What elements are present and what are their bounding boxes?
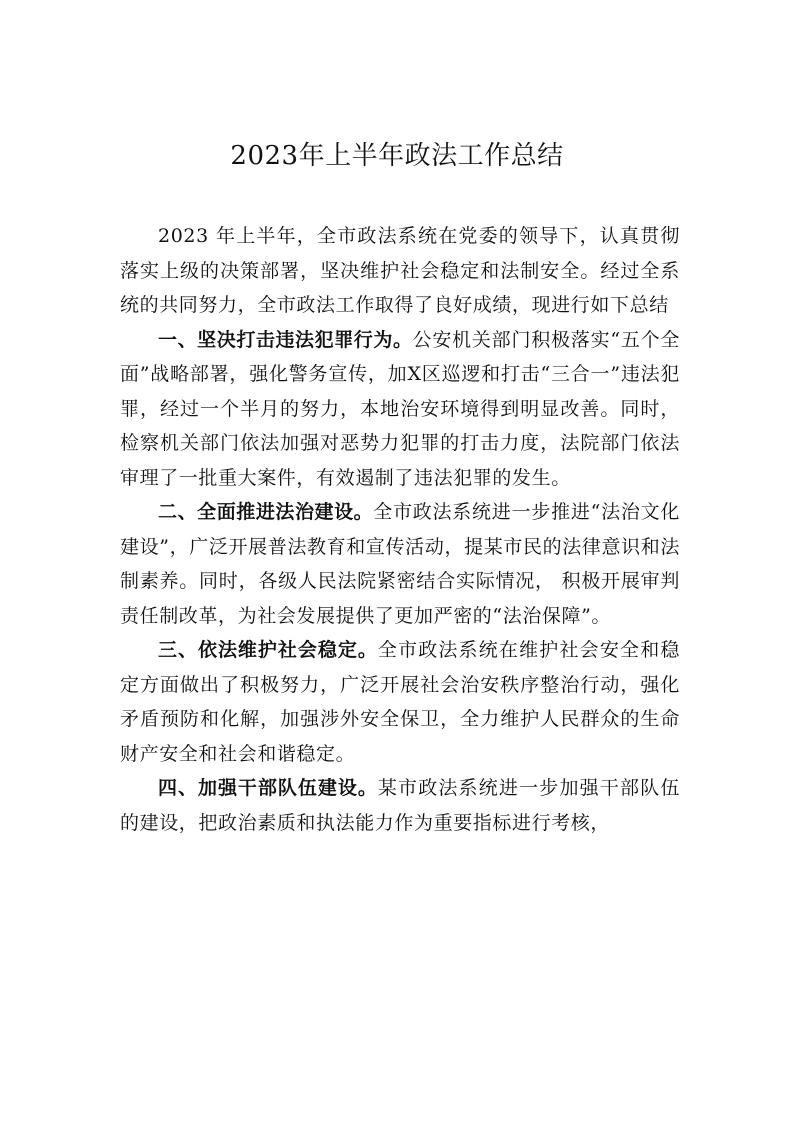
section-body-4: 某市政法系统进一步加强干部队伍的建设，把政治素质和执法能力作为重要指标进行考核，: [120, 777, 680, 834]
document-body: [120, 219, 680, 840]
section-body-1: 公安机关部门积极落实“五个全面”战略部署，强化警务宣传，加X区巡逻和打击“三合一”违法犯罪，经过一个半月的努力，本地治安环境得到明显改善。同时，检察机关部门依法加强对恶势力犯罪的打击力度，法院部门依法审理了一批重大案件，有效遏制了违法犯罪的发生。: [120, 328, 680, 489]
document-title: 2023年上半年政法工作总结: [230, 141, 564, 171]
section-heading-1: 一、坚决打击违法犯罪行为。: [158, 328, 413, 351]
section-paragraph-2: [120, 495, 680, 633]
section-paragraph-4: [120, 771, 680, 840]
section-heading-2: 二、全面推进法治建设。: [158, 501, 374, 523]
section-paragraph-1: [120, 323, 680, 496]
section-body-2: 全市政法系统进一步推进“法治文化建设”，广泛开展普法教育和宣传活动，提某市民的法律意识和法制素养。同时，各级人民法院紧密结合实际情况， 积极开展审判责任制改革，为社会发展提供了更加严密的“法治保障”。: [120, 501, 680, 627]
section-heading-4: 四、加强干部队伍建设。: [158, 777, 378, 799]
section-body-3: 全市政法系统在维护社会安全和稳定方面做出了积极努力，广泛开展社会治安秩序整治行动，强化矛盾预防和化解，加强涉外安全保卫，全力维护人民群众的生命财产安全和社会和谐稳定。: [120, 639, 680, 765]
intro-paragraph: 2023 年上半年，全市政法系统在党委的领导下，认真贯彻落实上级的决策部署，坚决维护社会稳定和法制安全。经过全系统的共同努力，全市政法工作取得了良好成绩，现进行如下总结: [120, 225, 680, 316]
section-heading-3: 三、依法维护社会稳定。: [158, 639, 378, 661]
section-paragraph-3: [120, 633, 680, 771]
